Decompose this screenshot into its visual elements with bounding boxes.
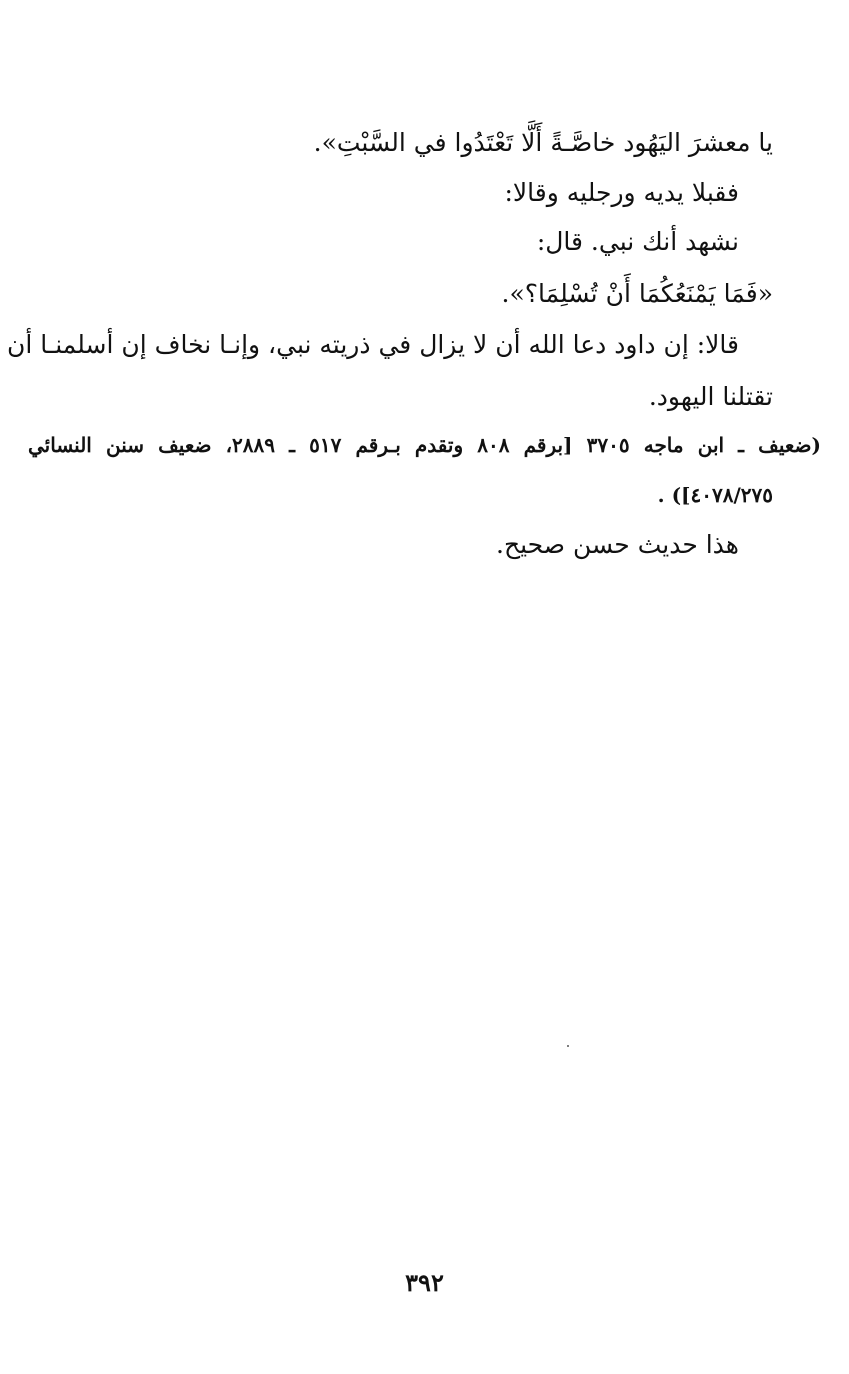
page-number: ٣٩٢: [405, 1268, 444, 1297]
text-line-2: فقبلا يديه ورجليه وقالا:: [504, 178, 739, 207]
text-line-5: قالا: إن داود دعا الله أن لا يزال في ذريته نبي، وإنـا نخاف إن أسلمنـا أن: [7, 330, 739, 359]
text-line-4: «فَمَا يَمْنَعُكُمَا أَنْ تُسْلِمَا؟».: [501, 279, 773, 308]
footnote-line-2: ٤٠٧٨/٢٧٥]) .: [657, 483, 773, 507]
text-line-1: يا معشرَ اليَهُود خاصَّـةً أَلَّا تَعْتَدُوا في السَّبْتِ».: [313, 128, 773, 157]
text-line-3: نشهد أنك نبي. قال:: [536, 227, 739, 256]
text-line-7: هذا حديث حسن صحيح.: [496, 530, 739, 559]
scan-speck: [567, 1045, 569, 1047]
text-line-6: تقتلنا اليهود.: [648, 382, 773, 411]
footnote-line-1: (ضعيف ـ ابن ماجه ٣٧٠٥ [برقم ٨٠٨ وتقدم بـرقم ٥١٧ ـ ٢٨٨٩، ضعيف سنن النسائي: [28, 433, 821, 457]
